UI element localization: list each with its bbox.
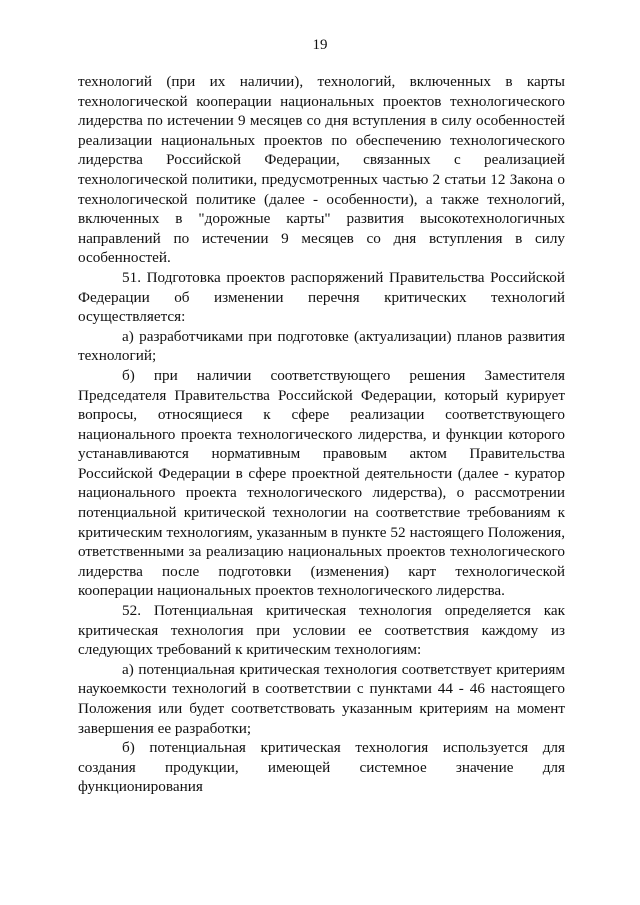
paragraph-52-a: а) потенциальная критическая технология соответствует критериям наукоемкости технологий в соответствии с пунктами 44 - 46 настоящего Положения или будет соответствовать указанным критериям на момент завершения ее разработки; xyxy=(78,660,565,737)
paragraph-52-b: б) потенциальная критическая технология используется для создания продукции, имеющей системное значение для функционирования xyxy=(78,739,565,796)
paragraph-51: 51. Подготовка проектов распоряжений Правительства Российской Федерации об изменении перечня критических технологий осуществляется: xyxy=(78,268,565,326)
paragraph-continuation: технологий (при их наличии), технологий, включенных в карты технологической кооперации национальных проектов технологического лидерства по истечении 9 месяцев со дня вступления в силу особенностей реализации национальных проектов по обеспечению технологического лидерства Российской Федерации, связанных с реализацией технологической политики, предусмотренных частью 2 статьи 12 Закона о технологической политике (далее - особенности), а также технологий, включенных в "дорожные карты" развития высокотехнологичных направлений по истечении 9 месяцев со дня вступления в силу особенностей. xyxy=(78,73,565,267)
paragraph-51-a: а) разработчиками при подготовке (актуализации) планов развития технологий; xyxy=(78,327,565,365)
paragraph-52: 52. Потенциальная критическая технология определяется как критическая технология при условии ее соответствия каждому из следующих требований к критическим технологиям: xyxy=(78,602,565,659)
page-number: 19 xyxy=(312,37,328,53)
body-text xyxy=(78,72,565,797)
paragraph-51-b: б) при наличии соответствующего решения Заместителя Председателя Правительства Российской Федерации, который курирует вопросы, относящиеся к сфере реализации соответствующего национального проекта технологического лидерства, и функции которого устанавливаются нормативным правовым актом Правительства Российской Федерации в сфере проектной деятельности (далее - куратор национального проекта технологического лидерства), о рассмотрении потенциальной критической технологии на соответствие требованиям к критическим технологиям, указанным в пункте 52 настоящего Положения, ответственными за реализацию национальных проектов технологического лидерства после подготовки (изменения) карт технологической кооперации национальных проектов технологического лидерства. xyxy=(78,366,565,600)
